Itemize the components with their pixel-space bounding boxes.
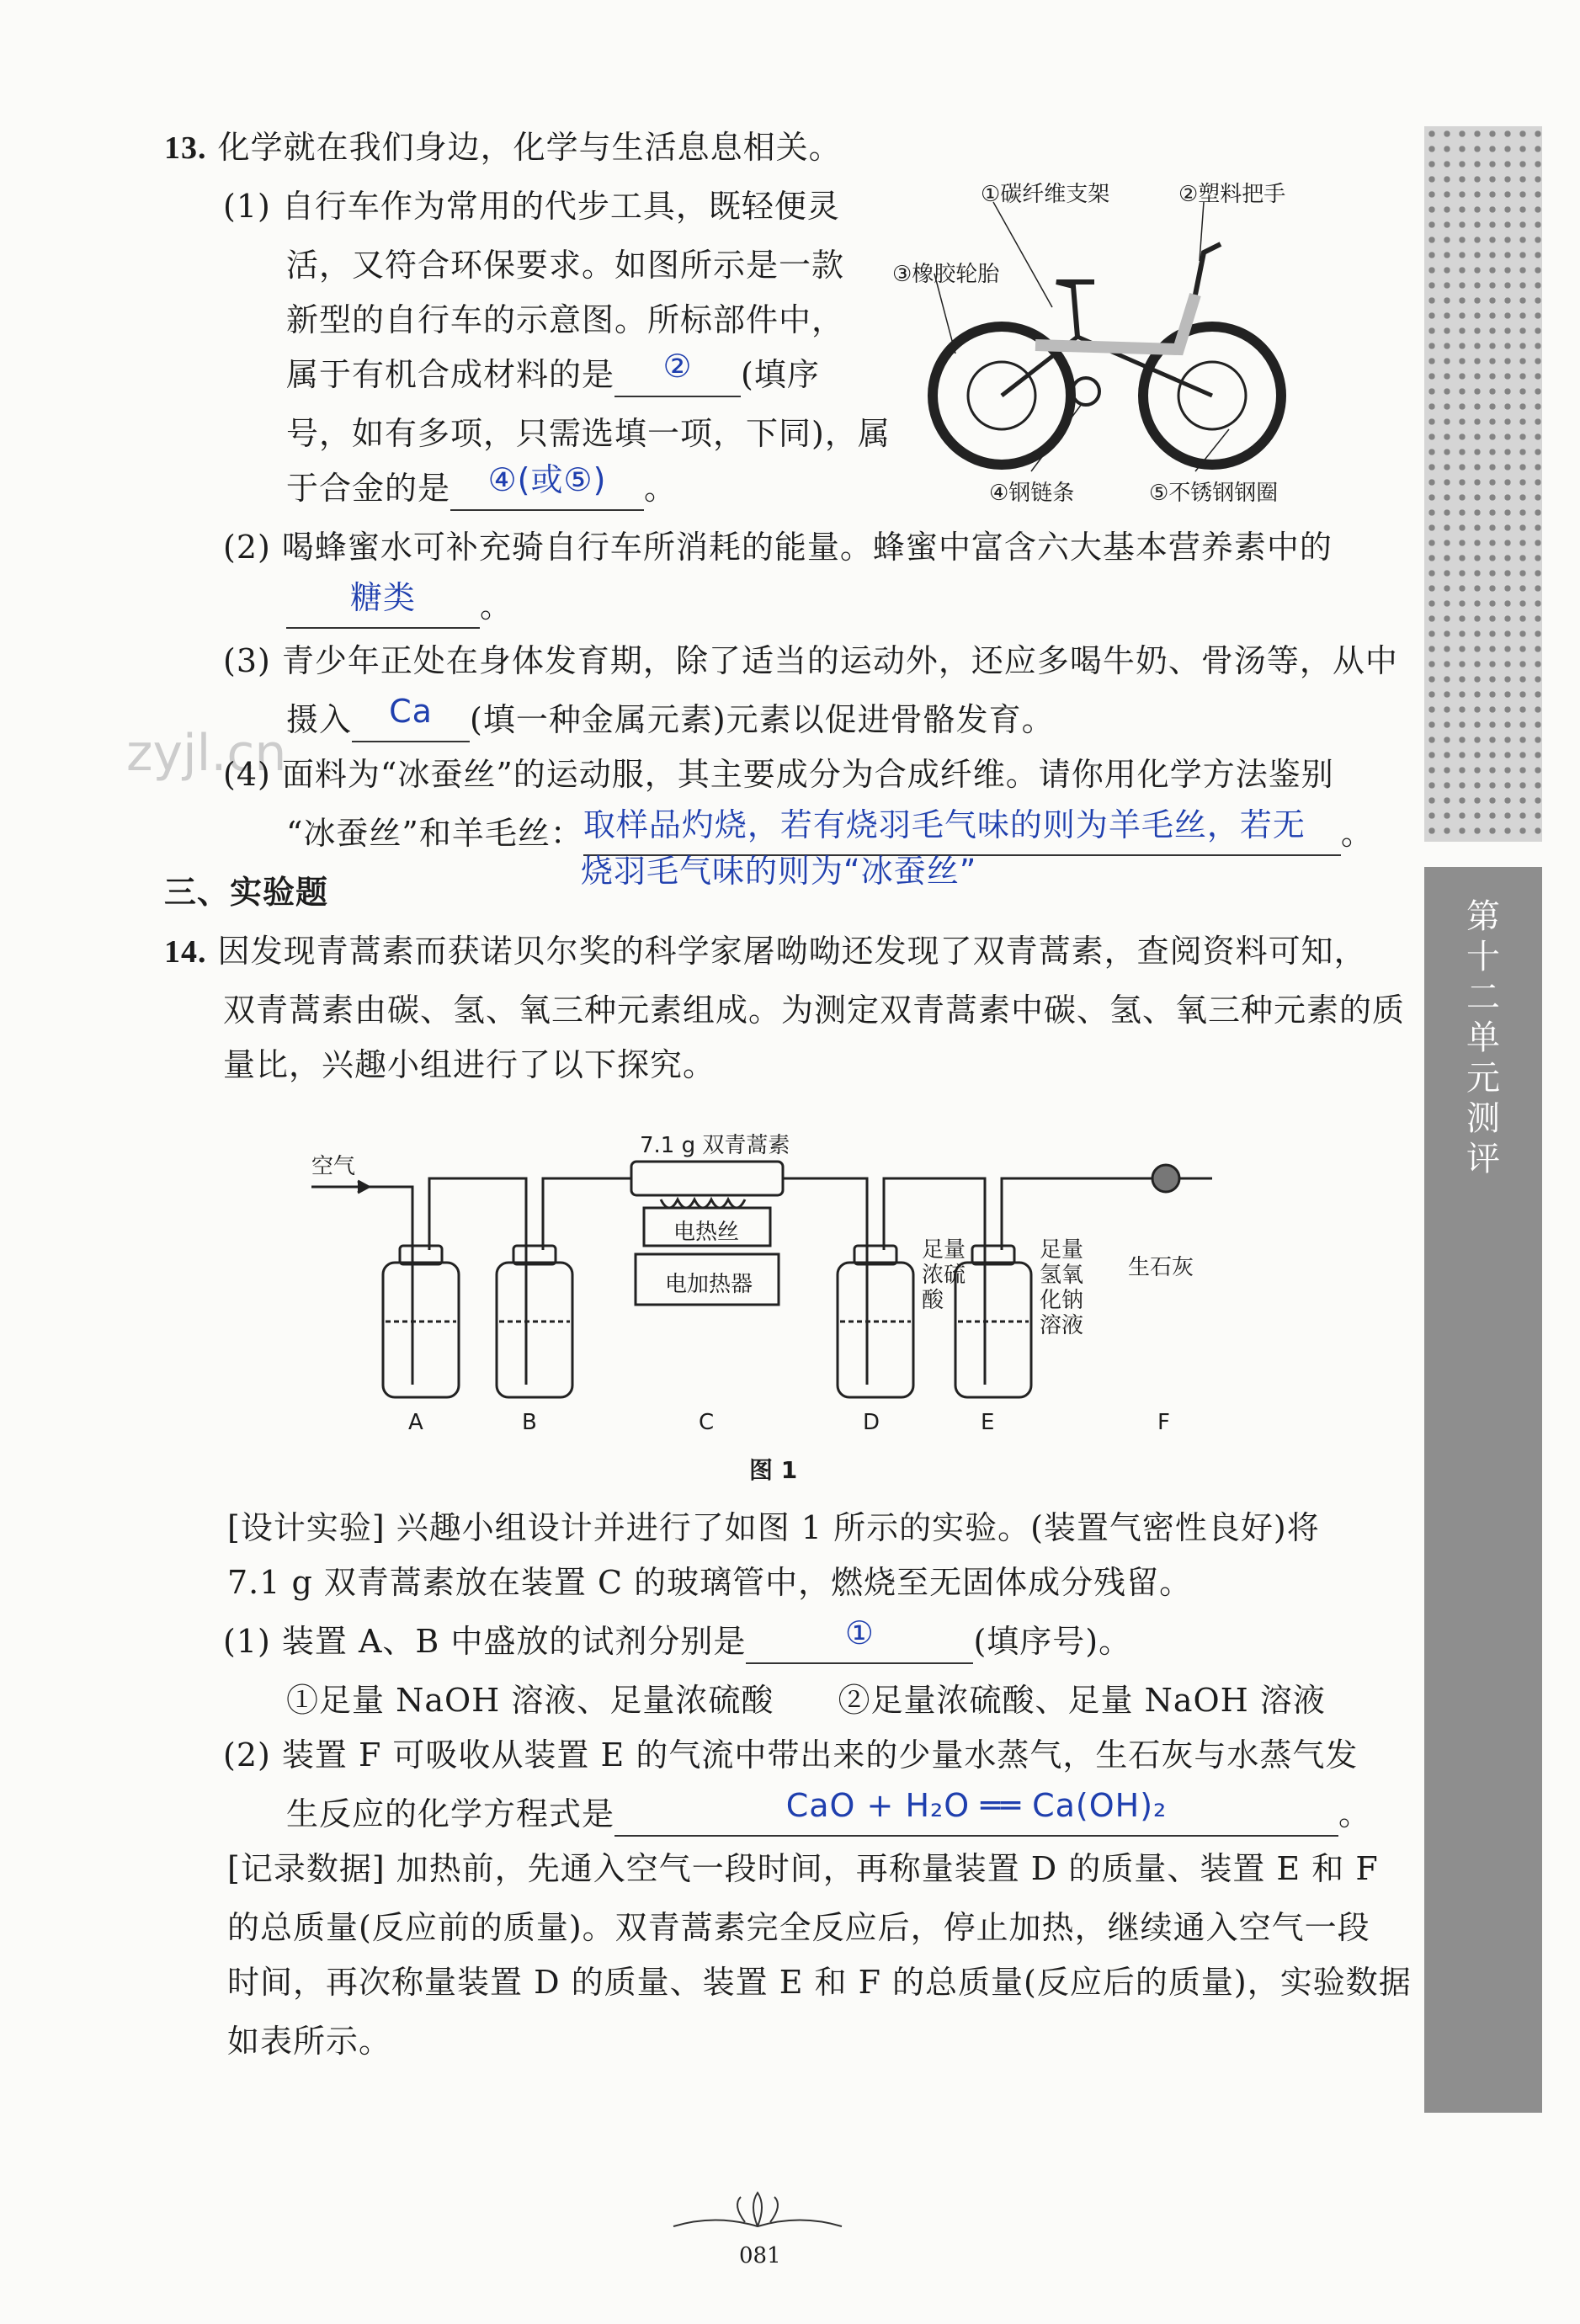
option-2: ②足量浓硫酸、足量 NaOH 溶液 [838, 1682, 1326, 1719]
q13-3-line2 [286, 693, 1055, 742]
bike-label-handle: ②塑料把手 [1178, 182, 1286, 207]
q14-2-line1: (2) 装置 F 可吸收从装置 E 的气流中带出来的少量水蒸气，生石灰与水蒸气发 [223, 1736, 1359, 1774]
design-line2: 7.1 g 双青蒿素放在装置 C 的玻璃管中，燃烧至无固体成分残留。 [227, 1564, 1193, 1601]
f-reagent-label: 生石灰 [1128, 1255, 1194, 1280]
d-reagent-label [922, 1237, 966, 1313]
apparatus-letter-B: B [522, 1410, 537, 1435]
section-title: 三、实验题 [164, 874, 329, 911]
apparatus-letter-E: E [981, 1410, 995, 1435]
bicycle-drawing [884, 168, 1355, 522]
q13-stem-text: 化学就在我们身边，化学与生活息息相关。 [217, 129, 842, 166]
apparatus-letter-F: F [1157, 1410, 1170, 1435]
q13-3-line1: (3) 青少年正处在身体发育期，除了适当的运动外，还应多喝牛奶、骨汤等，从中 [223, 642, 1398, 679]
apparatus-letter-D: D [863, 1410, 880, 1435]
apparatus-drawing [303, 1128, 1237, 1465]
apparatus-letter-C: C [699, 1410, 715, 1435]
q13-4-line1: (4) 面料为“冰蚕丝”的运动服，其主要成分为合成纤维。请你用化学方法鉴别 [223, 756, 1334, 793]
e-reagent-label [1040, 1237, 1083, 1338]
answer-organic-material: ② [662, 348, 693, 385]
answer-blank [352, 693, 470, 742]
q14-1-options [286, 1679, 1326, 1721]
apparatus-figure [303, 1128, 1237, 1465]
answer-reagents: ① [844, 1614, 875, 1651]
d-reagent-line: 酸 [922, 1288, 944, 1313]
q13-1-line6 [286, 461, 678, 511]
q13-4-end: 。 [1340, 815, 1374, 852]
air-label: 空气 [311, 1154, 356, 1179]
footer-ornament [665, 2188, 850, 2239]
q13-2-line2 [286, 579, 513, 629]
d-reagent-line: 浓硫 [922, 1263, 966, 1288]
sample-label: 7.1 g 双青蒿素 [640, 1133, 790, 1158]
e-reagent-line: 氢氧 [1040, 1263, 1084, 1288]
figure-caption: 图 1 [749, 1456, 798, 1484]
q13-1-line6-end: 。 [644, 470, 678, 507]
e-reagent-line: 溶液 [1040, 1313, 1084, 1338]
bike-label-tire: ③橡胶轮胎 [892, 262, 1000, 287]
answer-element: Ca [389, 693, 433, 730]
q14-1-line1 [223, 1614, 1132, 1664]
q14-number: 14. [164, 934, 207, 970]
answer-blank [614, 1787, 1338, 1837]
q14-line3: 量比，兴趣小组进行了以下探究。 [223, 1046, 716, 1083]
q13-4-line2-start: “冰蚕丝”和羊毛丝： [286, 815, 583, 852]
q13-1-line3: 新型的自行车的示意图。所标部件中， [286, 301, 845, 338]
answer-method-line1: 取样品灼烧，若有烧羽毛气味的则为羊毛丝，若无 [583, 806, 1306, 843]
answer-equation: CaO + H₂O ══ Ca(OH)₂ [785, 1787, 1168, 1824]
bicycle-figure [884, 168, 1355, 522]
wire-label: 电热丝 [673, 1220, 740, 1245]
e-reagent-line: 足量 [1040, 1237, 1084, 1263]
sidebar-decoration [1424, 126, 1542, 842]
q14-line1-text: 因发现青蒿素而获诺贝尔奖的科学家屠呦呦还发现了双青蒿素，查阅资料可知， [217, 933, 1367, 970]
option-1: ①足量 NaOH 溶液、足量浓硫酸 [286, 1682, 774, 1719]
q14-2-line2 [286, 1787, 1372, 1837]
watermark: zyjl.cn [126, 724, 287, 783]
answer-blank [286, 579, 480, 629]
answer-blank [746, 1614, 973, 1664]
q14-2-line2-start: 生反应的化学方程式是 [286, 1795, 615, 1832]
answer-blank [614, 348, 741, 397]
record-line3: 时间，再次称量装置 D 的质量、装置 E 和 F 的总质量(反应后的质量)，实验数据 [227, 1964, 1412, 2001]
bike-label-frame: ①碳纤维支架 [981, 182, 1110, 207]
heater-label: 电加热器 [665, 1272, 753, 1297]
bike-label-rim: ⑤不锈钢钢圈 [1149, 481, 1279, 506]
q13-2-end: 。 [480, 588, 513, 625]
bike-label-chain: ④钢链条 [989, 481, 1075, 506]
q13-1-line4 [286, 348, 820, 397]
sidebar-tab-text: 第十二单元测评 [1466, 897, 1500, 1178]
q13-3-line2-end: (填一种金属元素)元素以促进骨骼发育。 [470, 701, 1055, 738]
q14-2-end: 。 [1338, 1795, 1372, 1832]
q13-number: 13. [164, 130, 207, 166]
q13-1-line2: 活，又符合环保要求。如图所示是一款 [286, 247, 845, 284]
q13-3-line2-start: 摄入 [286, 701, 353, 738]
page-number: 081 [739, 2243, 781, 2268]
answer-blank [450, 461, 644, 511]
d-reagent-line: 足量 [922, 1237, 966, 1263]
q13-1-line5: 号，如有多项，只需选填一项，下同)，属 [286, 415, 891, 452]
q14-line1 [164, 930, 1367, 973]
q13-1-line4-end: (填序 [741, 356, 820, 393]
record-line4: 如表所示。 [227, 2023, 392, 2060]
q14-1-text: (1) 装置 A、B 中盛放的试剂分别是 [223, 1623, 747, 1660]
answer-method-line2: 烧羽毛气味的则为“冰蚕丝” [581, 853, 977, 890]
q13-2-line1: (2) 喝蜂蜜水可补充骑自行车所消耗的能量。蜂蜜中富含六大基本营养素中的 [223, 529, 1333, 566]
answer-alloy: ④(或⑤) [487, 461, 607, 498]
record-line1: [记录数据] 加热前，先通入空气一段时间，再称量装置 D 的质量、装置 E 和 F [227, 1850, 1379, 1887]
e-reagent-line: 化钠 [1040, 1288, 1084, 1313]
design-line1: [设计实验] 兴趣小组设计并进行了如图 1 所示的实验。(装置气密性良好)将 [227, 1509, 1320, 1546]
record-line2: 的总质量(反应前的质量)。双青蒿素完全反应后，停止加热，继续通入空气一段 [227, 1909, 1370, 1946]
q14-1-end: (填序号)。 [973, 1623, 1132, 1660]
apparatus-letter-A: A [408, 1410, 423, 1435]
q13-1-line6-text: 于合金的是 [286, 470, 451, 507]
q13-1-line4-text: 属于有机合成材料的是 [286, 356, 615, 393]
q14-line2: 双青蒿素由碳、氢、氧三种元素组成。为测定双青蒿素中碳、氢、氧三种元素的质 [223, 992, 1406, 1029]
q13-1-line1: (1) 自行车作为常用的代步工具，既轻便灵 [223, 188, 840, 225]
answer-nutrient: 糖类 [349, 579, 416, 616]
q13-stem [164, 126, 842, 169]
